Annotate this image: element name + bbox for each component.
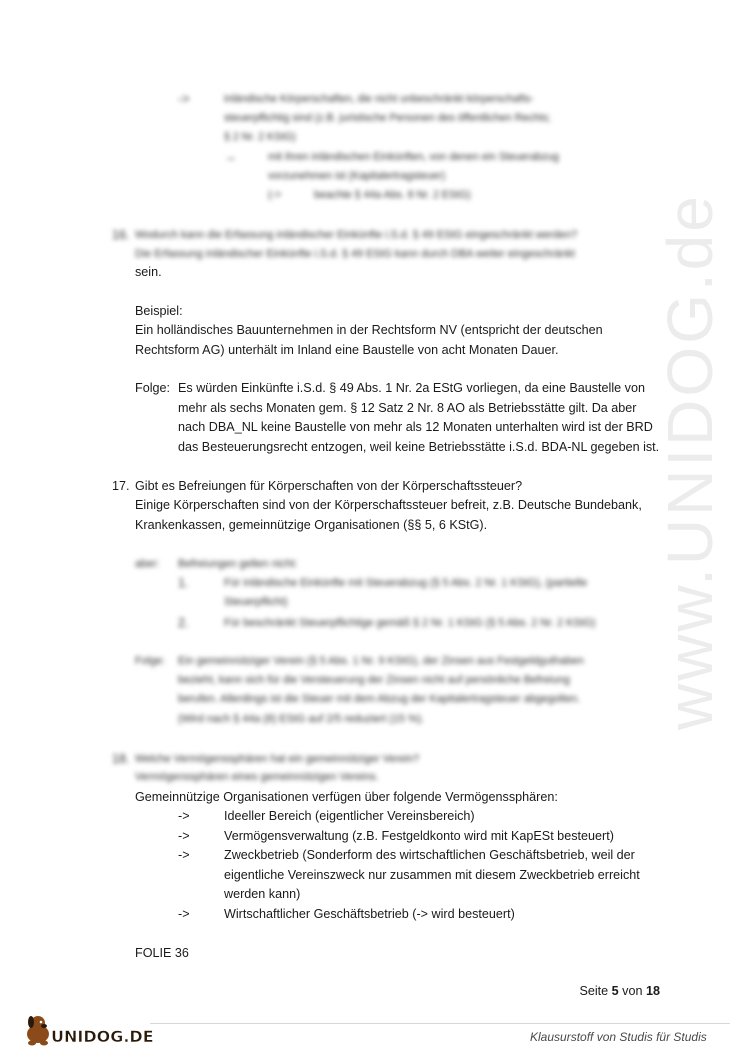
list-arrow: -> bbox=[178, 829, 190, 843]
folge-text: das Besteuerungsrecht entzogen, weil keine Betriebsstätte i.S.d. BDA-NL gegeben ist. bbox=[178, 440, 660, 454]
svg-text:UNIDOG.DE: UNIDOG.DE bbox=[51, 1027, 154, 1046]
footer-divider bbox=[150, 1023, 730, 1024]
list-text: Für beschränkt Steuerpflichtige gemäß § 2 Nr. 1 KStG (§ 5 Abs. 2 Nr. 2 KStG) bbox=[224, 617, 596, 629]
aber-title: Befreiungen gelten nicht: bbox=[178, 558, 298, 570]
text-line: vorzunehmen ist (Kapitalertragsteuer) bbox=[268, 170, 446, 182]
list-item: Wirtschaftlicher Geschäftsbetrieb (-> wird besteuert) bbox=[224, 907, 515, 921]
answer-text: Die Erfassung inländischer Einkünfte i.S.d. § 49 EStG kann durch DBA weiter eingeschränkt bbox=[135, 248, 575, 260]
dog-logo-icon bbox=[18, 1008, 158, 1050]
folge-text: bezieht, kann sich für die Versteuerung der Zinsen nicht auf persönliche Befreiung bbox=[178, 674, 570, 686]
folie-label: FOLIE 36 bbox=[135, 946, 189, 960]
page-current: 5 bbox=[611, 984, 619, 998]
arrow-marker: -> bbox=[178, 92, 190, 106]
folge-text: (Wird nach § 44a (8) EStG auf 2/5 reduziert (15 %). bbox=[178, 713, 425, 725]
page-number bbox=[579, 982, 660, 1002]
answer-text: Gemeinnützige Organisationen verfügen über folgende Vermögenssphären: bbox=[135, 790, 558, 804]
text-line: (-> bbox=[268, 189, 282, 201]
list-item: eigentliche Vereinszweck nur zusammen mit diesem Zweckbetrieb erreicht bbox=[224, 868, 640, 882]
aber-label: aber: bbox=[135, 558, 160, 570]
arrow-marker: → bbox=[224, 150, 237, 164]
answer-text: Einige Körperschaften sind von der Körperschaftssteuer befreit, z.B. Deutsche Bundebank, bbox=[135, 498, 642, 512]
folge-text: Es würden Einkünfte i.S.d. § 49 Abs. 1 Nr. 2a EStG vorliegen, da eine Baustelle von bbox=[178, 381, 645, 395]
unidog-logo bbox=[18, 1008, 158, 1050]
question-number: 17. bbox=[112, 479, 130, 493]
folge-text: Ein gemeinnütziger Verein (§ 5 Abs. 1 Nr. 9 KStG), der Zinsen aus Festgeldguthaben bbox=[178, 655, 584, 667]
list-arrow: -> bbox=[178, 848, 190, 862]
question-text: Wodurch kann die Erfassung inländischer Einkünfte i.S.d. § 49 EStG eingeschränkt werden? bbox=[135, 229, 578, 241]
page-total: 18 bbox=[645, 984, 660, 998]
list-item: Vermögensverwaltung (z.B. Festgeldkonto wird mit KapESt besteuert) bbox=[224, 829, 614, 843]
page-prefix: Seite bbox=[579, 984, 609, 998]
text-line: inländische Körperschaften, die nicht unbeschränkt körperschafts- bbox=[224, 93, 534, 105]
text-line: beachte § 44a Abs. 8 Nr. 2 EStG) bbox=[314, 189, 471, 201]
folge-text: mehr als sechs Monaten gem. § 12 Satz 2 Nr. 8 AO als Betriebsstätte gilt. Da aber bbox=[178, 401, 637, 415]
example-text: Ein holländisches Bauunternehmen in der Rechtsform NV (entspricht der deutschen bbox=[135, 323, 603, 337]
list-item: werden kann) bbox=[224, 887, 301, 901]
folge-text: berufen. Allerdings ist die Steuer mit dem Abzug der Kapitalertragsteuer abgegolten. bbox=[178, 693, 581, 705]
example-text: Rechtsform AG) unterhält im Inland eine Baustelle von acht Monaten Dauer. bbox=[135, 343, 559, 357]
list-arrow: -> bbox=[178, 809, 190, 823]
folge-text: nach DBA_NL keine Baustelle von mehr als 12 Monaten unterhalten wird ist der BRD bbox=[178, 420, 653, 434]
watermark: www.UNIDOG.de bbox=[654, 193, 726, 730]
question-number: 18. bbox=[112, 752, 130, 766]
text-line: § 2 Nr. 2 KStG) bbox=[224, 131, 296, 143]
folge-label: Folge: bbox=[135, 655, 166, 667]
list-text: Für inländische Einkünfte mit Steuerabzug (§ 5 Abs. 2 Nr. 1 KStG), (partielle bbox=[224, 577, 588, 589]
footer-tagline: Klausurstoff von Studis für Studis bbox=[530, 1030, 707, 1044]
answer-text: Vermögenssphären eines gemeinnützigen Vereins. bbox=[135, 771, 379, 783]
question-number: 16. bbox=[112, 228, 130, 242]
page-middle: von bbox=[622, 984, 643, 998]
list-number: 2. bbox=[178, 616, 189, 630]
answer-text: sein. bbox=[135, 265, 162, 279]
text-line: steuerpflichtig sind (z.B. juristische Personen des öffentlichen Rechts; bbox=[224, 112, 551, 124]
list-arrow: -> bbox=[178, 907, 190, 921]
list-number: 1. bbox=[178, 576, 189, 590]
list-item: Zweckbetrieb (Sonderform des wirtschaftlichen Geschäftsbetrieb, weil der bbox=[224, 848, 635, 862]
folge-label: Folge: bbox=[135, 381, 171, 395]
text-line: mit ihren inländischen Einkünften, von denen ein Steuerabzug bbox=[268, 151, 559, 163]
question-text: Gibt es Befreiungen für Körperschaften von der Körperschaftssteuer? bbox=[135, 479, 523, 493]
list-item: Ideeller Bereich (eigentlicher Vereinsbereich) bbox=[224, 809, 475, 823]
list-text: Steuerpflicht) bbox=[224, 596, 288, 608]
question-text: Welche Vermögenssphären hat ein gemeinnütziger Verein? bbox=[135, 753, 420, 765]
example-label: Beispiel: bbox=[135, 304, 183, 318]
answer-text: Krankenkassen, gemeinnützige Organisationen (§§ 5, 6 KStG). bbox=[135, 518, 488, 532]
